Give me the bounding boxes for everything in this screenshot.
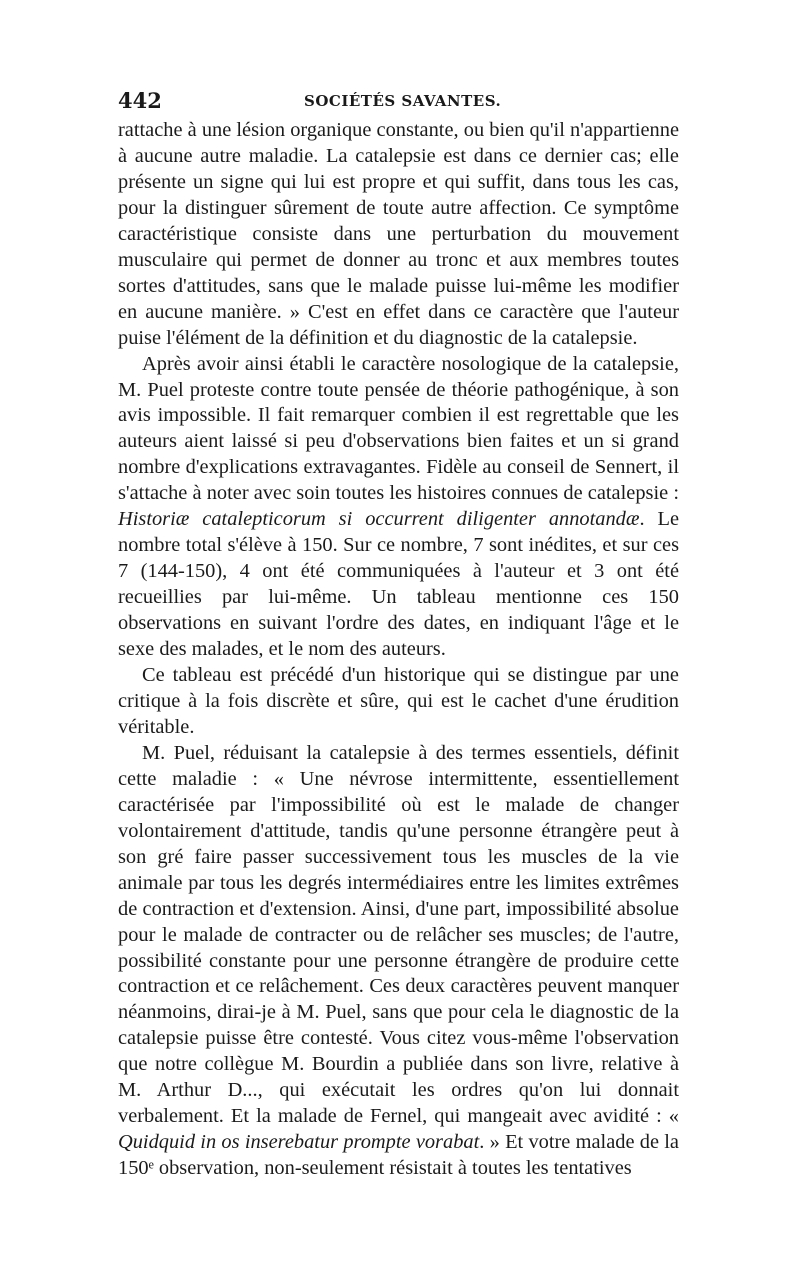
running-head <box>118 88 678 114</box>
paragraph-historique <box>118 663 679 741</box>
paragraph-puel-nosology <box>118 352 679 663</box>
text-run: M. Puel, réduisant la catalepsie à des termes essentiels, définit cette maladie : « Une névrose intermittente, essentiellement caractérisée par l'impossibilité où est le malade de changer volontairement d'attitude, tandis qu'une personne étrangère peut à son gré faire passer successivement tous les muscles de la vie animale par tous les degrés intermédiaires entre les limites extrêmes de contraction et d'extension. Ainsi, d'une part, impossibilité absolue pour le malade de contracter ou de relâcher ses muscles; de l'autre, possibilité constante pour une personne étrangère de produire cette contraction et ce relâchement. Ces deux caractères peuvent manquer néanmoins, dirai-je à M. Puel, sans que pour cela le diagnostic de la catalepsie puisse être contesté. Vous citez vous-même l'observation que notre collègue M. Bourdin a publiée dans son livre, relative à M. Arthur D..., qui exécutait les ordres qu'on lui donnait verbalement. Et la malade de Fernel, qui mangeait avec avidité : « <box>118 741 679 1128</box>
latin-quote-fernel: Quidquid in os inserebatur prompte vorabat <box>118 1131 480 1154</box>
text-run: rattache à une lésion organique constante, ou bien qu'il n'appartienne à aucune autre maladie. La catalepsie est dans ce dernier cas; elle présente un signe qui lui est propre et qui suffit, dans tous les cas, pour la distinguer sûrement de toute autre affection. Ce symptôme caractéristique consiste dans une perturbation du mouvement musculaire qui permet de donner au tronc et aux membres toutes sortes d'attitudes, sans que le malade puisse lui-même les modifier en aucune manière. » C'est en effet dans ce caractère que l'auteur puise l'élément de la définition et du diagnostic de la catalepsie. <box>118 119 679 349</box>
running-title: SOCIÉTÉS SAVANTES. <box>304 92 502 110</box>
text-run: Ce tableau est précédé d'un historique qui se distingue par une critique à la fois discrète et sûre, qui est le cachet d'une érudition véritable. <box>118 664 679 738</box>
paragraph-definition <box>118 741 679 1182</box>
paragraph-continuation <box>118 118 679 352</box>
text-run: . » Et votre malade de la 150ᵉ observation, non-seulement résistait à toutes les tentatives <box>118 1131 679 1180</box>
page-number: 442 <box>118 88 162 113</box>
body-text <box>118 118 679 1182</box>
text-run: . Le nombre total s'élève à 150. Sur ce nombre, 7 sont inédites, et sur ces 7 (144-150), 4 ont été communiquées à l'auteur et 3 ont été recueillies par lui-même. Un tableau mentionne ces 150 observations en suivant l'ordre des dates, en indiquant l'âge et le sexe des malades, et le nom des auteurs. <box>118 508 680 661</box>
latin-quote-sennert: Historiæ catalepticorum si occurrent diligenter annotandæ <box>118 508 640 531</box>
text-run: Après avoir ainsi établi le caractère nosologique de la catalepsie, M. Puel proteste contre toute pensée de théorie pathogénique, à son avis impossible. Il fait remarquer combien il est regrettable que les auteurs aient laissé si peu d'observations bien faites et un si grand nombre d'explications extravagantes. Fidèle au conseil de Sennert, il s'attache à noter avec soin toutes les histoires connues de catalepsie : <box>118 352 679 505</box>
